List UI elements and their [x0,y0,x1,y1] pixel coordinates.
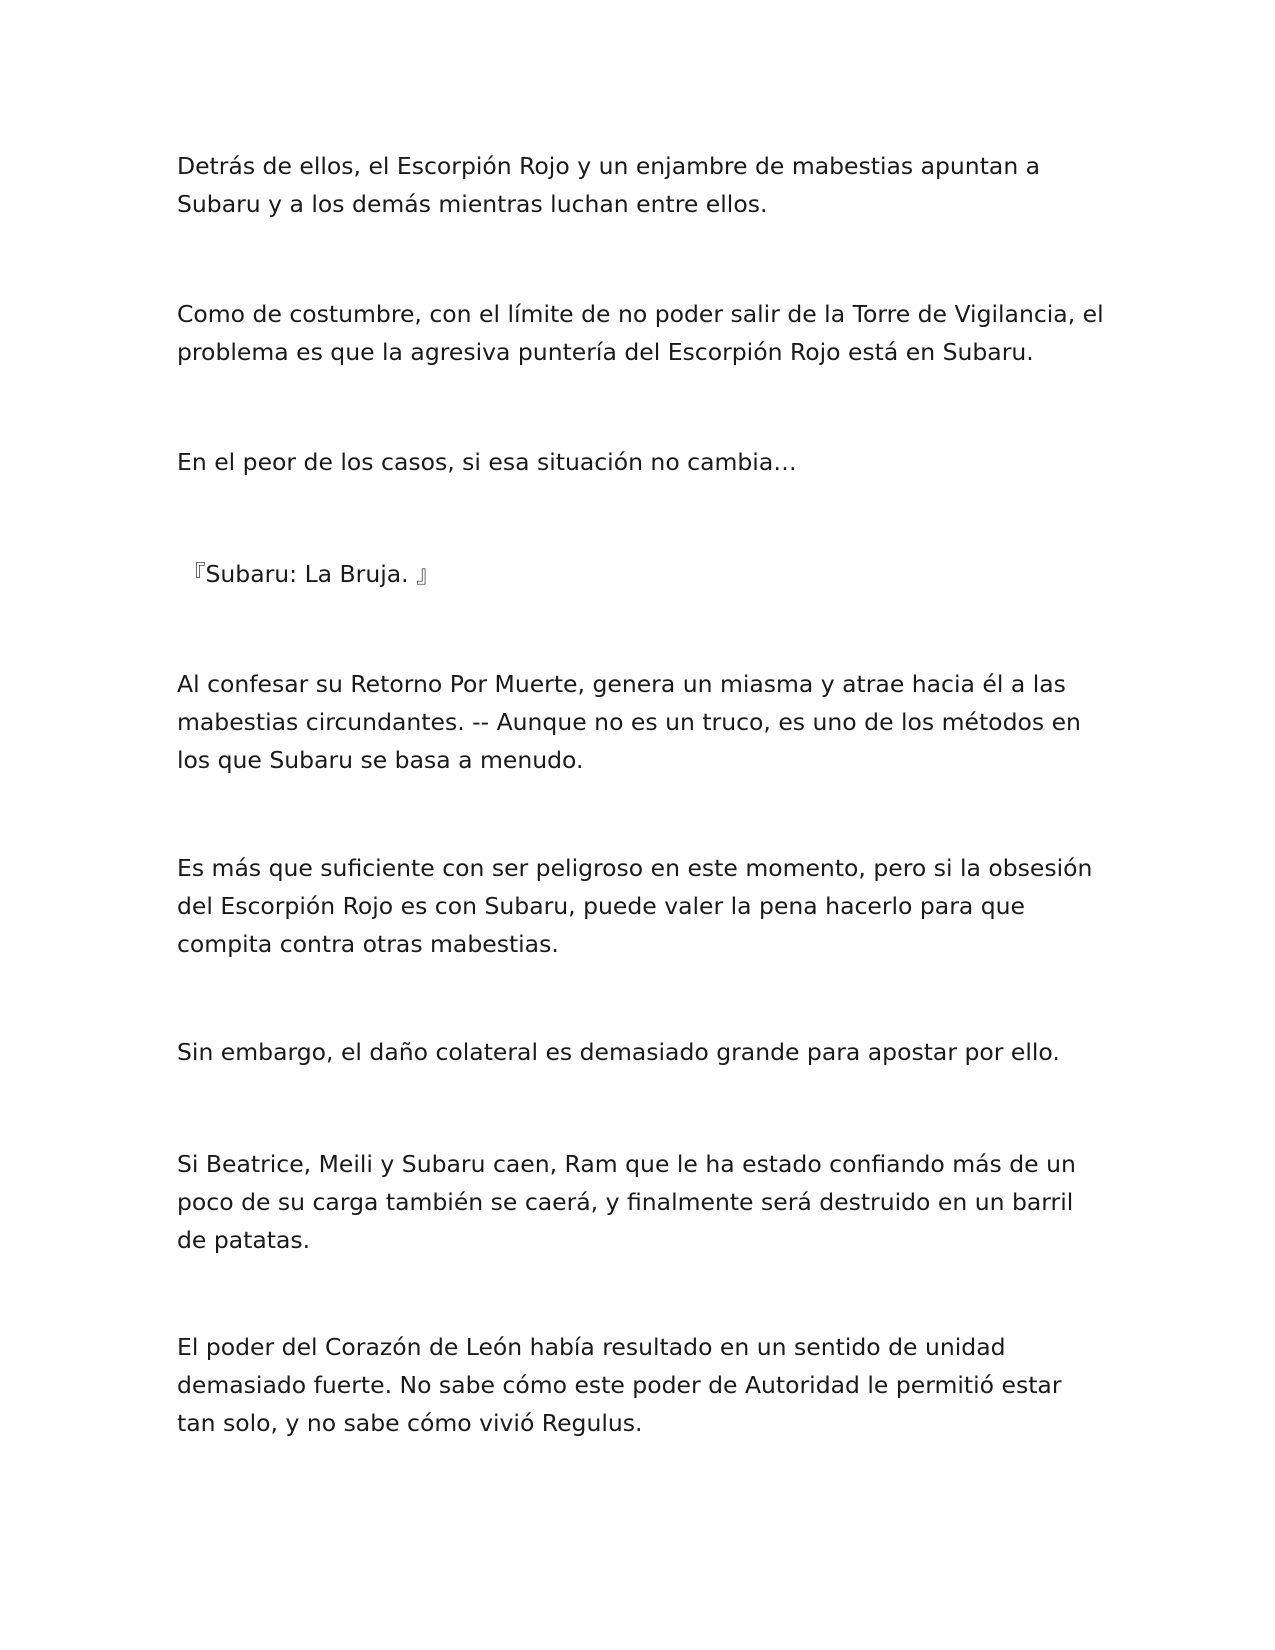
paragraph-3: En el peor de los casos, si esa situación no cambia… [177,448,797,476]
paragraph-1: Detrás de ellos, el Escorpión Rojo y un enjambre de mabestias apuntan a Subaru y a los demás mientras luchan entre ellos. [177,152,1041,218]
paragraph-9: El poder del Corazón de León había resultado en un sentido de unidad demasiado fuerte. No sabe cómo este poder de Autoridad le permitió estar tan solo, y no sabe cómo vivió Regulus. [177,1333,1062,1437]
paragraph-5: Al confesar su Retorno Por Muerte, genera un miasma y atrae hacia él a las mabestias circundantes. -- Aunque no es un truco, es uno de los métodos en los que Subaru se basa a menudo. [177,670,1081,774]
paragraph-6: Es más que suficiente con ser peligroso en este momento, pero si la obsesión del Escorpión Rojo es con Subaru, puede valer la pena hacerlo para que compita contra otras mabestias. [177,854,1093,958]
paragraph-4-quote: 『Subaru: La Bruja. 』 [182,560,440,588]
paragraph-2: Como de costumbre, con el límite de no poder salir de la Torre de Vigilancia, el problema es que la agresiva puntería del Escorpión Rojo está en Subaru. [177,300,1104,366]
paragraph-7: Sin embargo, el daño colateral es demasiado grande para apostar por ello. [177,1038,1060,1066]
paragraph-8: Si Beatrice, Meili y Subaru caen, Ram que le ha estado confiando más de un poco de su carga también se caerá, y finalmente será destruido en un barril de patatas. [177,1150,1076,1254]
